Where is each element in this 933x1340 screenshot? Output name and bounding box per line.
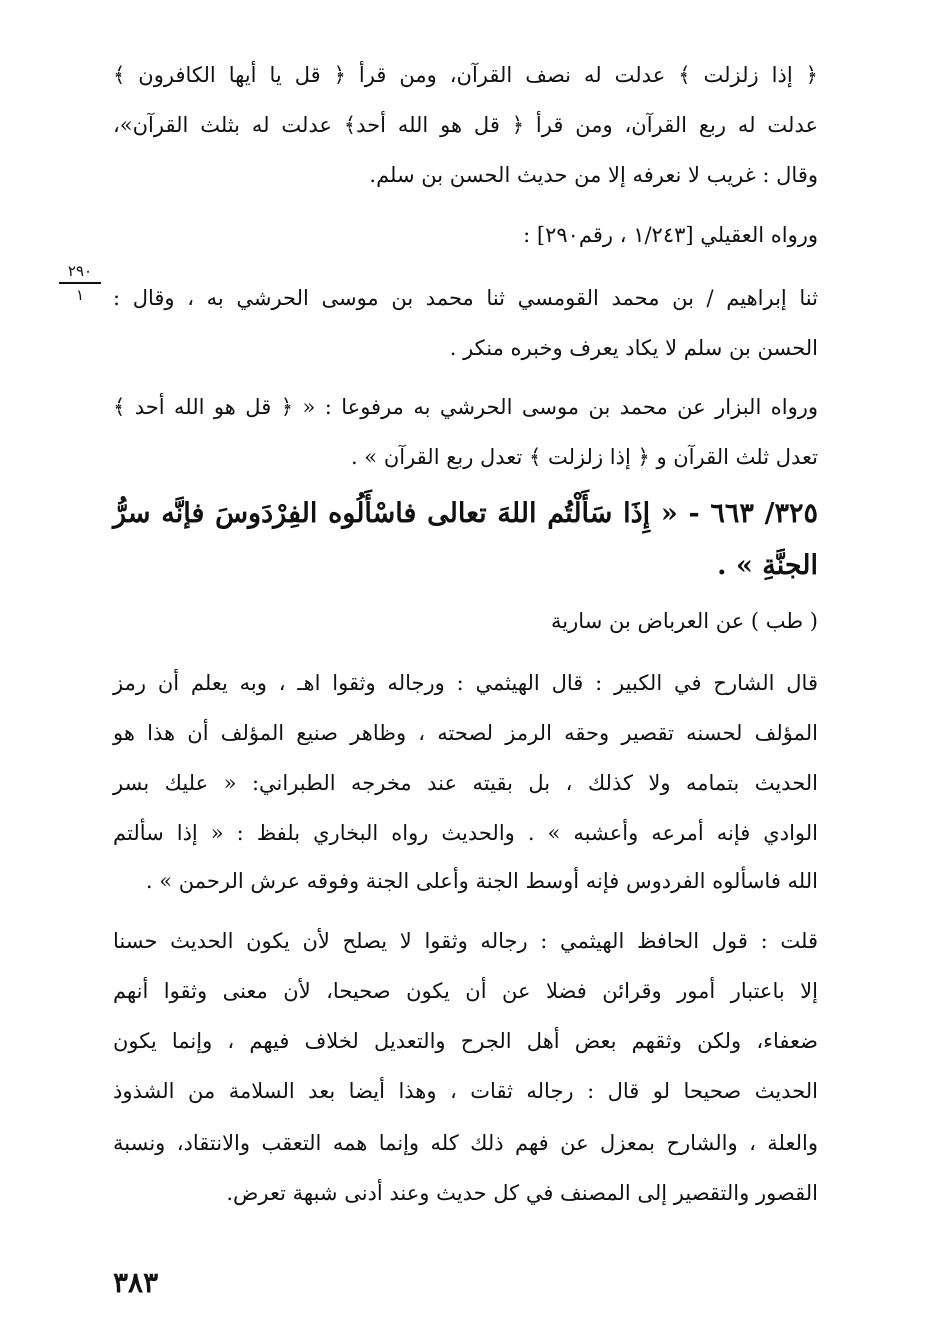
hadith-source: ( طب ) عن العرباض بن سارية [551, 609, 818, 633]
margin-reference-bottom: ١ [75, 285, 85, 304]
text-line: ورواه العقيلي [١/٢٤٣ ، رقم٢٩٠] : [523, 223, 818, 247]
hadith-heading-continuation: الجنَّةِ » . [717, 550, 818, 581]
text-line: القصور والتقصير إلى المصنف في كل حديث وعند أدنى شبهة تعرض. [226, 1181, 818, 1205]
text-line: الحسن بن سلم لا يكاد يعرف وخبره منكر . [449, 336, 818, 360]
text-line: وقال : غريب لا نعرفه إلا من حديث الحسن بن سلم. [369, 163, 818, 187]
text-line: ورواه البزار عن محمد بن موسى الحرشي به مرفوعا : « ﴿ قل هو الله أحد ﴾ [113, 395, 818, 419]
margin-reference-rule [59, 282, 101, 284]
text-line: عدلت له ربع القرآن، ومن قرأ ﴿ قل هو الله أحد﴾ عدلت له بثلث القرآن»، [113, 113, 818, 137]
text-line: ثنا إبراهيم / بن محمد القومسي ثنا محمد بن موسى الحرشي به ، وقال : [113, 286, 818, 310]
text-line: والعلة ، والشارح بمعزل عن فهم ذلك كله وإنما همه التعقب والانتقاد، ونسبة [113, 1131, 818, 1155]
hadith-heading: ٣٢٥/ ٦٦٣ - « إِذَا سَأَلْتُم اللهَ تعالى فاسْأَلُوه الفِرْدَوسَ فإنَّه سرُّ [113, 498, 818, 529]
text-line: قال الشارح في الكبير : قال الهيثمي : ورجاله وثقوا اهـ ، وبه يعلم أن رمز [113, 671, 818, 695]
page-number: ٣٨٣ [113, 1266, 159, 1299]
text-line: ﴿ إذا زلزلت ﴾ عدلت له نصف القرآن، ومن قرأ ﴿ قل يا أيها الكافرون ﴾ [113, 63, 818, 87]
text-line: الله فاسألوه الفردوس فإنه أوسط الجنة وأعلى الجنة وفوقه عرش الرحمن » . [145, 869, 818, 893]
text-line: الوادي فإنه أمرعه وأعشبه » . والحديث رواه البخاري بلفظ : « إذا سألتم [113, 821, 818, 845]
text-line: إلا باعتبار أمور وقرائن فضلا عن أن يكون صحيحا، لأن معنى وثقوا أنهم [113, 979, 818, 1003]
text-line: الحديث صحيحا لو قال : رجاله ثقات ، وهذا أيضا بعد السلامة من الشذوذ [113, 1079, 818, 1103]
text-line: قلت : قول الحافظ الهيثمي : رجاله وثقوا لا يصلح لأن يكون الحديث حسنا [113, 929, 818, 953]
margin-page-reference [55, 262, 105, 304]
text-line: الحديث بتمامه ولا كذلك ، بل بقيته عند مخرجه الطبراني: « عليك بسر [113, 771, 818, 795]
margin-reference-top: ٢٩٠ [67, 262, 93, 280]
text-line: تعدل ثلث القرآن و ﴿ إذا زلزلت ﴾ تعدل ربع القرآن » . [350, 445, 818, 469]
text-line: المؤلف لحسنه تقصير وحقه الرمز لصحته ، وظاهر صنيع المؤلف أن هذا هو [113, 721, 818, 745]
text-line: ضعفاء، ولكن وثقهم بعض أهل الجرح والتعديل لخلاف فيهم ، وإنما يكون [113, 1029, 818, 1053]
